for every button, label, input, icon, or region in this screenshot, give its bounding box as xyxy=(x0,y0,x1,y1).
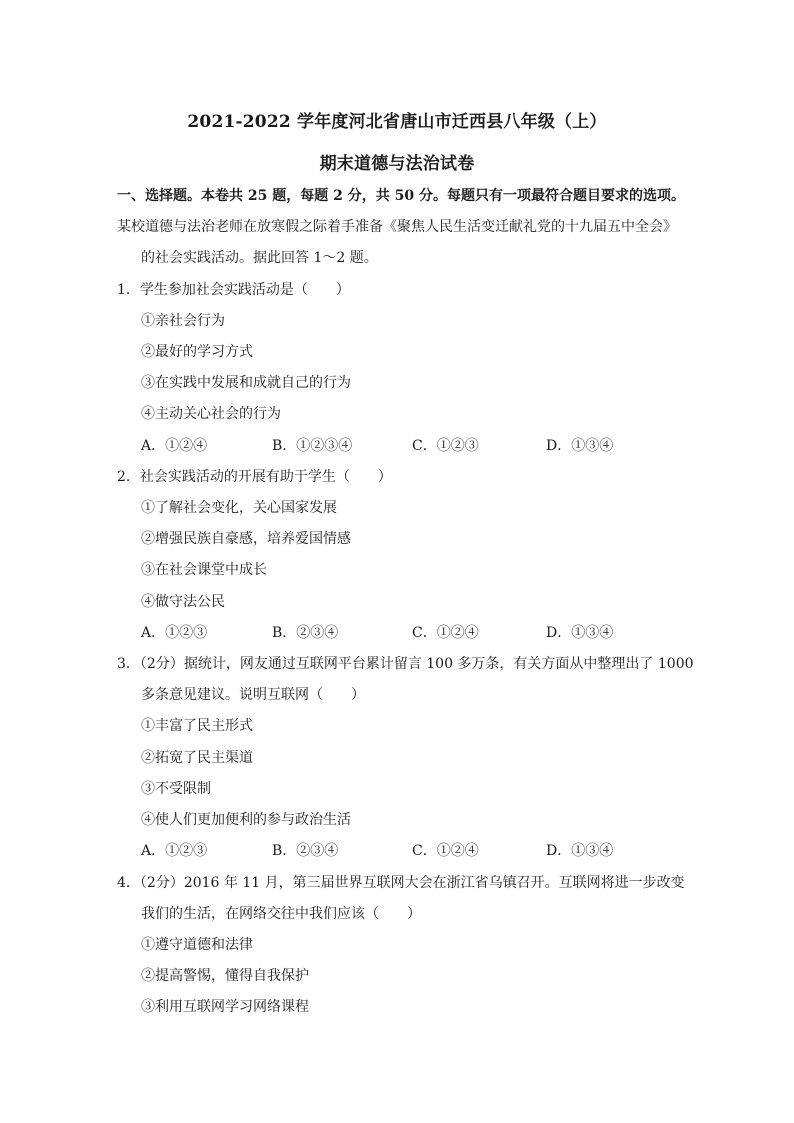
question-1-stem: 1．学生参加社会实践活动是（ ） xyxy=(117,282,350,298)
question-3-item-1: ①丰富了民主形式 xyxy=(141,718,253,734)
section-header: 一、选择题。本卷共 25 题，每题 2 分，共 50 分。每题只有一项最符合题目要求的选项。 xyxy=(117,188,685,204)
question-3-item-2: ②拓宽了民主渠道 xyxy=(141,750,253,766)
question-1-option-c[interactable]: C．①②③ xyxy=(412,438,479,454)
question-3-stem: 3．（2分）据统计，网友通过互联网平台累计留言 100 多万条，有关方面从中整理出了 1000 xyxy=(117,656,694,672)
question-1-item-2: ②最好的学习方式 xyxy=(141,344,253,360)
question-1-item-3: ③在实践中发展和成就自己的行为 xyxy=(141,375,351,391)
exam-title-line1: 2021-2022 学年度河北省唐山市迁西县八年级（上） xyxy=(187,112,607,132)
question-3-stem-cont: 多条意见建议。说明互联网（ ） xyxy=(141,687,365,703)
question-1-item-4: ④主动关心社会的行为 xyxy=(141,406,281,422)
question-4-item-3: ③利用互联网学习网络课程 xyxy=(141,999,309,1015)
question-2-option-a[interactable]: A．①②③ xyxy=(141,625,208,641)
question-3-option-c[interactable]: C．①②④ xyxy=(412,843,479,859)
question-4-stem: 4．（2分）2016 年 11 月，第三届世界互联网大会在浙江省乌镇召开。互联网将进一步改变 xyxy=(117,875,685,891)
exam-title-line2: 期末道德与法治试卷 xyxy=(319,154,475,174)
question-1-option-b[interactable]: B．①②③④ xyxy=(272,438,353,454)
question-3-item-4: ④使人们更加便利的参与政治生活 xyxy=(141,812,351,828)
question-2-option-d[interactable]: D．①③④ xyxy=(546,625,614,641)
question-2-option-c[interactable]: C．①②④ xyxy=(412,625,479,641)
question-2-item-1: ①了解社会变化，关心国家发展 xyxy=(141,500,337,516)
question-2-item-2: ②增强民族自豪感，培养爱国情感 xyxy=(141,531,351,547)
question-3-option-d[interactable]: D．①③④ xyxy=(546,843,614,859)
question-1-option-d[interactable]: D．①③④ xyxy=(546,438,614,454)
question-3-item-3: ③不受限制 xyxy=(141,781,211,797)
question-4-stem-cont: 我们的生活，在网络交往中我们应该（ ） xyxy=(141,906,421,922)
question-2-item-4: ④做守法公民 xyxy=(141,594,225,610)
question-2-item-3: ③在社会课堂中成长 xyxy=(141,562,267,578)
question-2-option-b[interactable]: B．②③④ xyxy=(272,625,339,641)
question-4-item-2: ②提高警惕，懂得自我保护 xyxy=(141,968,309,984)
intro-line-1: 某校道德与法治老师在放寒假之际着手准备《聚焦人民生活变迁献礼党的十九届五中全会》 xyxy=(117,219,677,235)
question-1-option-a[interactable]: A．①②④ xyxy=(141,438,208,454)
question-3-option-a[interactable]: A．①②③ xyxy=(141,843,208,859)
question-1-item-1: ①亲社会行为 xyxy=(141,313,225,329)
intro-line-2: 的社会实践活动。据此回答 1～2 题。 xyxy=(141,250,378,266)
question-4-item-1: ①遵守道德和法律 xyxy=(141,937,253,953)
question-3-option-b[interactable]: B．②③④ xyxy=(272,843,339,859)
question-2-stem: 2．社会实践活动的开展有助于学生（ ） xyxy=(117,469,392,485)
